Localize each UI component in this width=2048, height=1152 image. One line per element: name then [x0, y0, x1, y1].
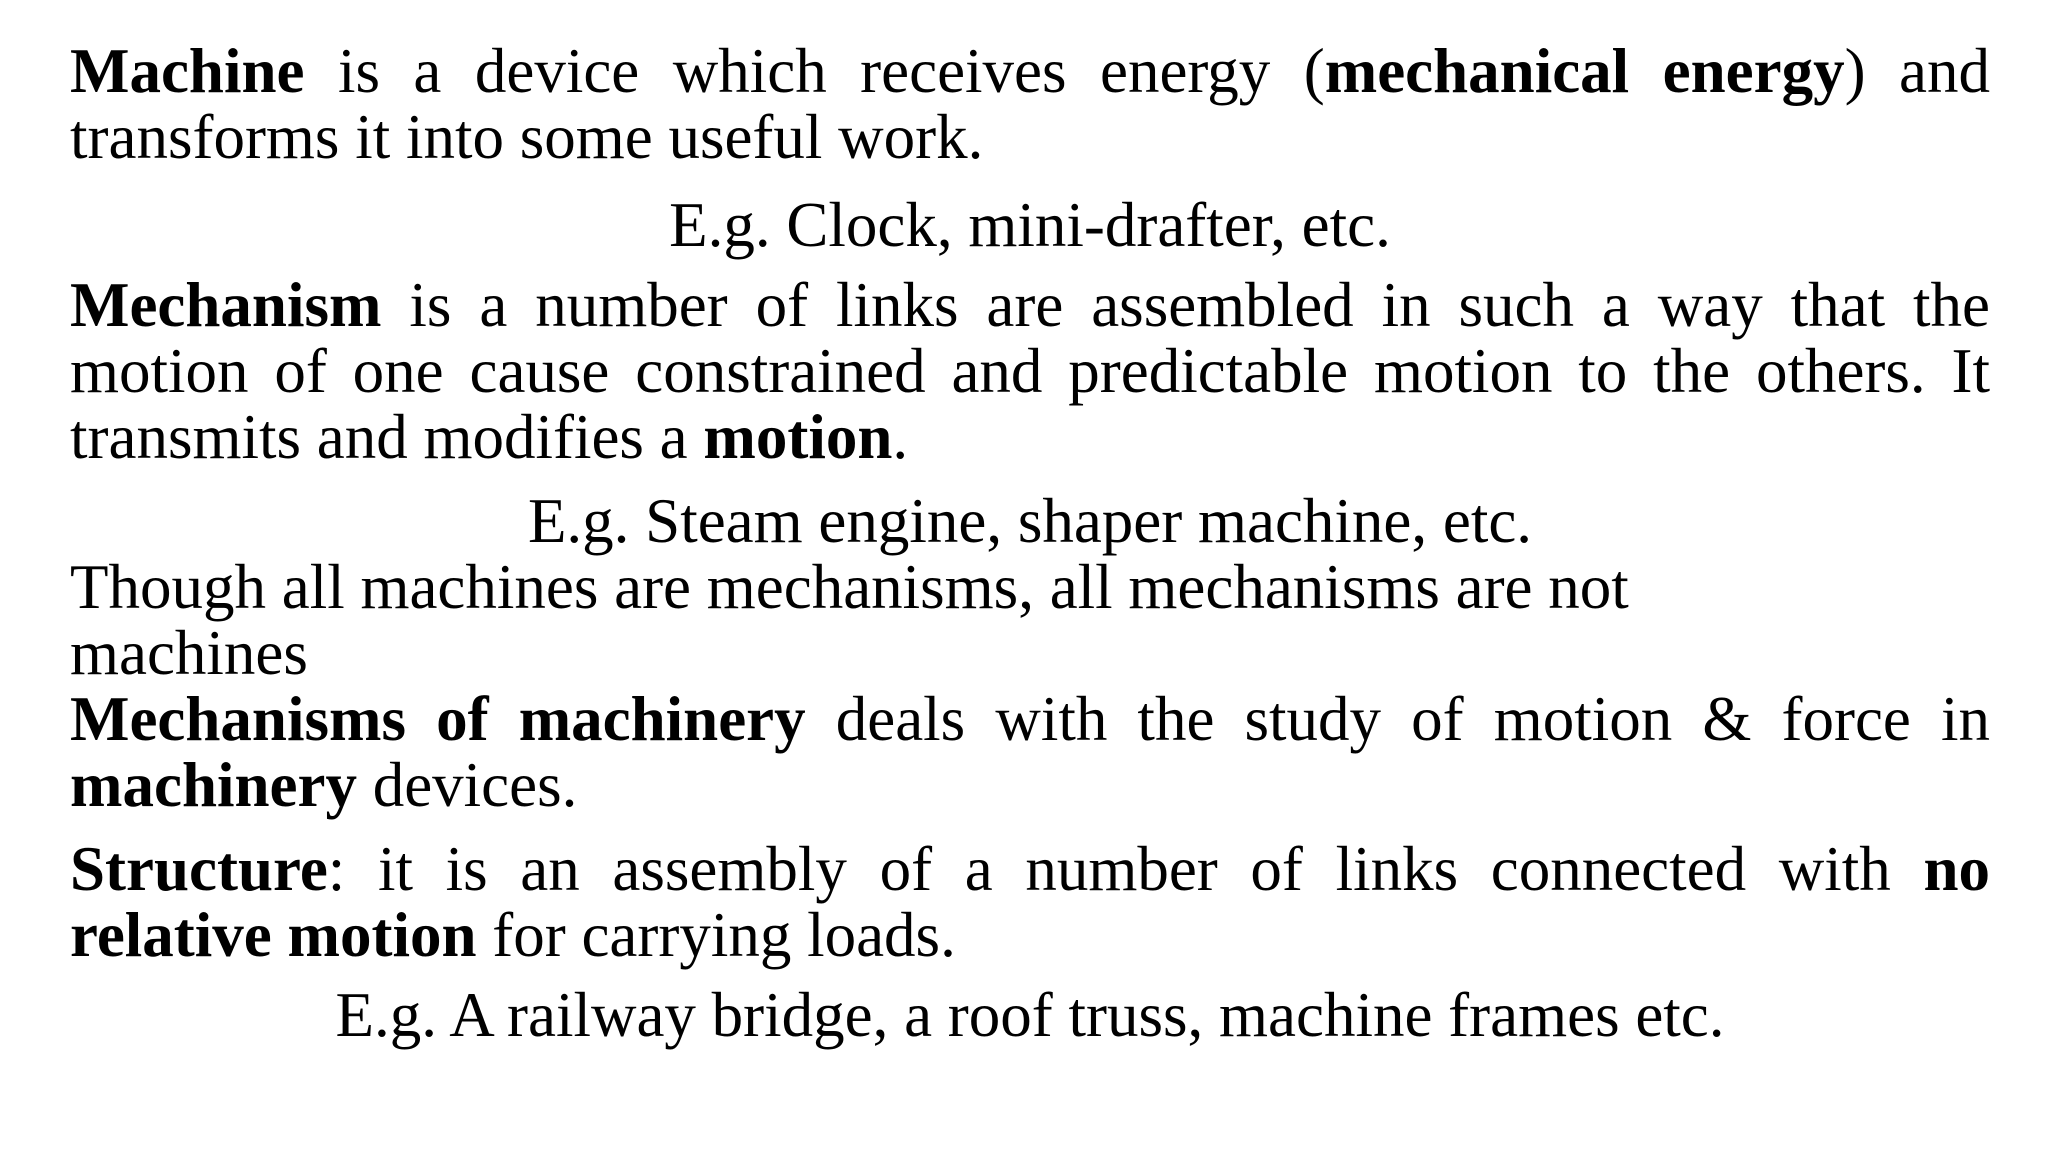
mom-text-2: devices.	[356, 750, 578, 820]
structure-example: E.g. A railway bridge, a roof truss, machine frames etc.	[335, 980, 1725, 1050]
term-structure: Structure	[70, 834, 328, 904]
mom-text-1: deals with the study of motion & force in	[805, 684, 1990, 754]
mechanisms-of-machinery-definition	[70, 686, 1990, 818]
slide-content	[70, 38, 1990, 1048]
term-machinery: machinery	[70, 750, 357, 820]
machine-example: E.g. Clock, mini-drafter, etc.	[669, 190, 1391, 260]
mechanism-text-2: .	[892, 402, 909, 472]
mechanism-example: E.g. Steam engine, shaper machine, etc.	[527, 486, 1533, 556]
term-motion: motion	[703, 402, 893, 472]
machine-text-2: ) and transforms it into some useful work.	[70, 36, 1990, 172]
structure-text-2: for carrying loads.	[476, 900, 956, 970]
term-no-relative-motion: no relative motion	[70, 834, 1990, 970]
structure-definition	[70, 836, 1990, 968]
machine-text-1: is a device which receives energy (	[304, 36, 1325, 106]
term-mechanisms-of-machinery: Mechanisms of machinery	[70, 684, 806, 754]
term-mechanical-energy: mechanical energy	[1324, 36, 1845, 106]
though-statement: Though all machines are mechanisms, all mechanisms are not machines	[70, 552, 1629, 688]
structure-text-1: : it is an assembly of a number of links connected with	[327, 834, 1924, 904]
mechanism-definition	[70, 272, 1990, 470]
term-mechanism: Mechanism	[70, 270, 382, 340]
mechanism-text-1: is a number of links are assembled in such a way that the motion of one cause constrained and predictable motion to the others. It transmits and modifies a	[70, 270, 1990, 472]
machine-definition	[70, 38, 1990, 170]
term-machine: Machine	[70, 36, 305, 106]
